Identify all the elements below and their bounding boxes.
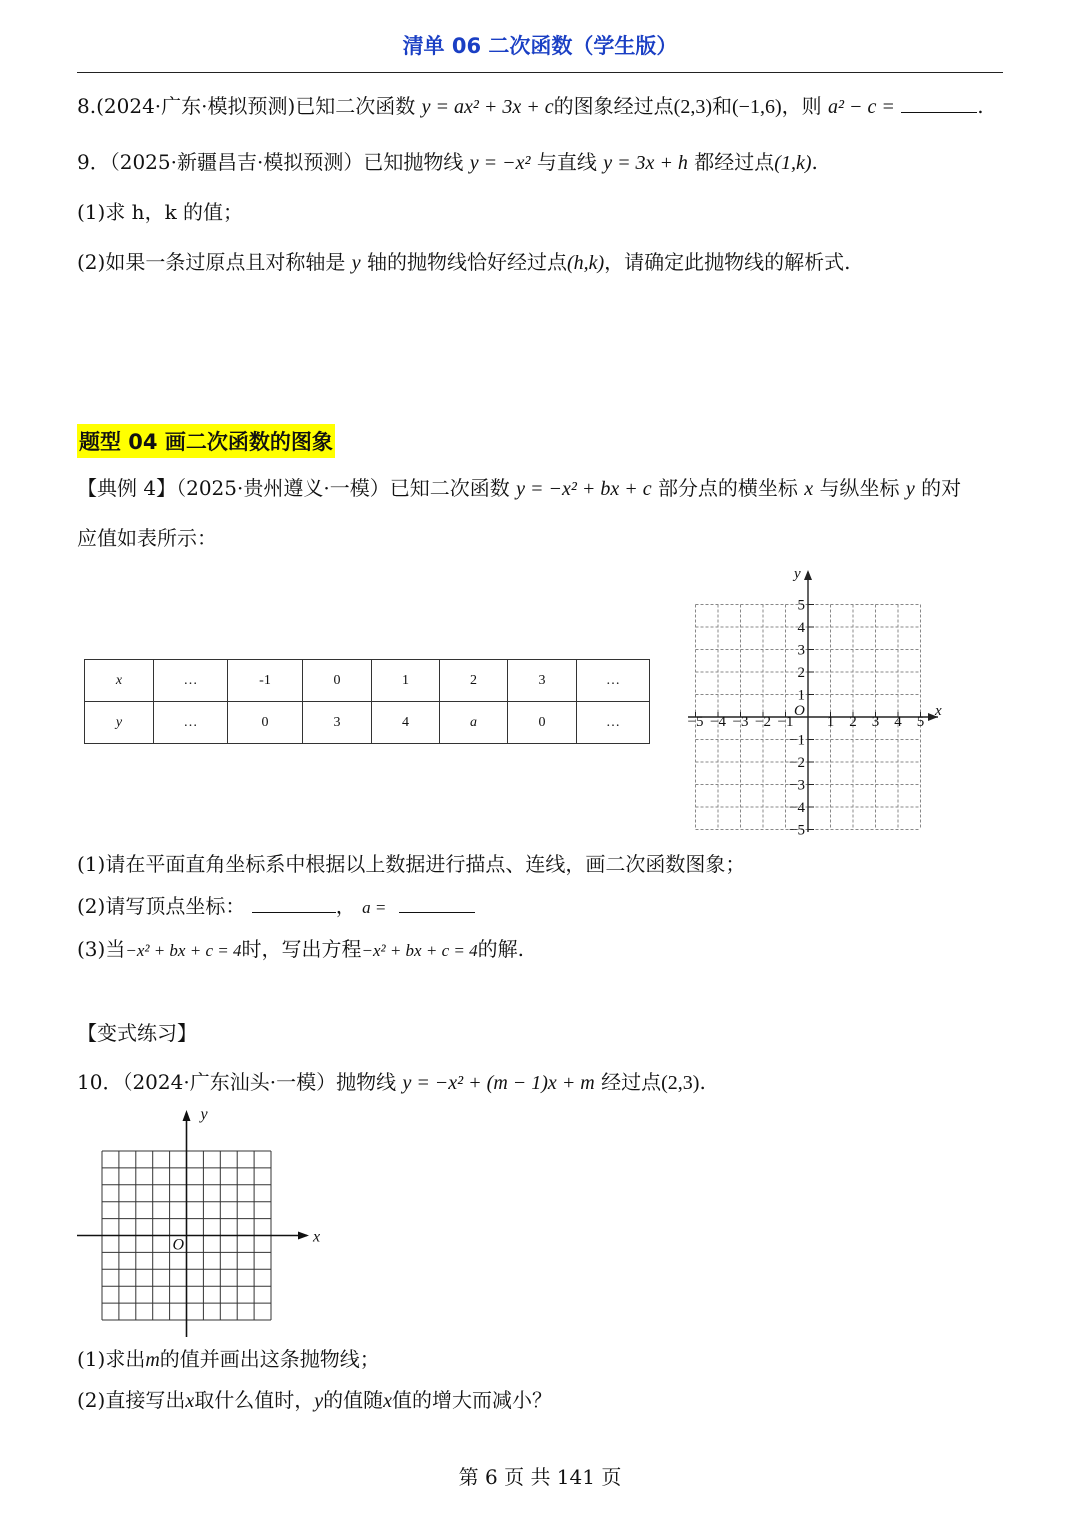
x-tick-label: −2 <box>755 714 771 730</box>
y-tick-label: −1 <box>789 732 805 749</box>
y-axis-arrow <box>804 570 812 580</box>
q10-sub2-text-b: 取什么值时， <box>194 1388 315 1412</box>
table-cell: … <box>577 660 650 702</box>
y-tick-label: −4 <box>789 800 805 816</box>
q9-text-1: 已知抛物线 <box>363 150 464 174</box>
y-tick-label: 2 <box>797 665 805 681</box>
coordinate-grid-2[interactable] <box>75 1100 335 1340</box>
q9-number: 9． <box>77 150 110 174</box>
q10-sub-1 <box>77 1345 380 1374</box>
q8-equation: y = ax² + 3x + c <box>421 96 554 118</box>
x-axis-arrow <box>298 1232 309 1240</box>
q9-sub2-text-a: (2)如果一条过原点且对称轴是 <box>77 250 346 274</box>
example-sub3-text-a: (3)当 <box>77 937 126 961</box>
example-sub2-comma: ， <box>335 894 356 918</box>
table-cell: … <box>154 660 228 702</box>
q10-end: . <box>699 1070 706 1094</box>
example-sub3-text-b: 时，写出方程 <box>241 937 362 961</box>
example-x: x <box>804 478 814 500</box>
table-cell: 1 <box>372 660 440 702</box>
example-sub3-equation: −x² + bx + c = 4 <box>125 941 242 960</box>
q9-sub2-text-b: 轴的抛物线恰好经过点 <box>366 250 567 274</box>
x-tick-label: −1 <box>777 714 794 730</box>
example-text-1: 已知二次函数 <box>389 476 510 500</box>
q9-sub-1: (1)求 h，k 的值； <box>77 200 244 224</box>
question-9 <box>77 148 818 177</box>
q9-sub2-y: y <box>351 252 361 274</box>
table-cell: … <box>154 702 228 744</box>
q10-sub1-text-a: (1)求出 <box>77 1347 146 1371</box>
x-tick-label: −3 <box>732 714 749 730</box>
axes <box>688 570 938 832</box>
table-cell: 3 <box>508 660 577 702</box>
example-sub-1: (1)请在平面直角坐标系中根据以上数据进行描点、连线，画二次函数图象； <box>77 852 746 876</box>
q10-source: （2024·广东汕头·一模） <box>122 1070 337 1094</box>
table-cell: 0 <box>508 702 577 744</box>
q8-text-3: ，则 <box>781 94 822 118</box>
axis-labels <box>688 566 942 837</box>
q9-equation-2: y = 3x + h <box>603 152 688 174</box>
y-tick-label: 1 <box>797 687 805 704</box>
example-sub2-text: (2)请写顶点坐标： <box>77 894 246 918</box>
q10-equation: y = −x² + (m − 1)x + m <box>402 1072 595 1094</box>
page-header-title: 清单 06 二次函数（学生版） <box>402 34 678 58</box>
table-cell: … <box>577 702 650 744</box>
y-tick-label: −2 <box>789 755 805 771</box>
x-tick-label: 2 <box>849 714 857 730</box>
table-cell: 0 <box>228 702 303 744</box>
q9-source: （2025·新疆昌吉·模拟预测） <box>109 150 364 174</box>
axis-labels <box>173 1106 321 1254</box>
table-cell: 0 <box>303 660 372 702</box>
example-source: （2025·贵州遵义·一模） <box>176 476 390 500</box>
table-cell: -1 <box>228 660 303 702</box>
example-sub2-a: a = <box>362 898 387 917</box>
q8-source: (2024·广东·模拟预测) <box>96 94 296 118</box>
table-cell: a <box>440 702 508 744</box>
coordinate-grid-1[interactable] <box>680 562 950 837</box>
origin-label: O <box>794 703 805 719</box>
y-axis-label: y <box>200 1106 208 1123</box>
q8-expression: a² − c = <box>827 96 895 118</box>
q9-point: (1,k) <box>774 152 812 174</box>
q8-text-2: 的图象经过点 <box>553 94 674 118</box>
y-tick-label: 5 <box>797 597 805 614</box>
q8-point-1: (2,3) <box>673 96 712 118</box>
practice-heading: 【变式练习】 <box>77 1021 197 1045</box>
q10-sub2-text-d: 值的增大而减小？ <box>392 1388 553 1412</box>
x-axis-label: x <box>313 1228 321 1246</box>
section-heading: 题型 04 画二次函数的图象 <box>77 424 335 458</box>
example-sub-2 <box>77 892 475 922</box>
q10-sub1-text-b: 的值并画出这条抛物线； <box>159 1347 380 1371</box>
x-tick-label: −4 <box>710 714 726 730</box>
q10-text-1: 抛物线 <box>336 1070 397 1094</box>
q9-text-2: 与直线 <box>536 150 597 174</box>
example-text-3: 与纵坐标 <box>819 476 900 500</box>
x-tick-label: −5 <box>687 714 704 730</box>
example-4 <box>77 474 961 503</box>
q10-sub1-m: m <box>145 1349 160 1371</box>
y-tick-label: −5 <box>789 822 805 837</box>
header-rule <box>77 72 1003 73</box>
example-sub-3 <box>77 935 524 965</box>
q8-point-2: (−1,6) <box>732 96 782 118</box>
example-text-2: 部分点的横坐标 <box>657 476 798 500</box>
q8-and: 和 <box>712 94 732 118</box>
example-sub3-equation-2: −x² + bx + c = 4 <box>361 941 478 960</box>
example-y: y <box>905 478 915 500</box>
a-answer-blank[interactable] <box>399 892 475 913</box>
q9-sub2-text-c: ，请确定此抛物线的解析式. <box>604 250 851 274</box>
table-row <box>85 660 650 702</box>
q10-sub2-x: x <box>185 1390 195 1412</box>
table-cell: x <box>85 660 154 702</box>
y-tick-label: −3 <box>789 777 805 794</box>
table-cell: 3 <box>303 702 372 744</box>
example-tag: 【典例 4】 <box>77 476 177 500</box>
y-tick-label: 3 <box>797 642 805 659</box>
table-cell: 2 <box>440 660 508 702</box>
q9-sub2-point: (h,k) <box>566 252 605 274</box>
q8-end: . <box>977 94 984 118</box>
y-axis-arrow <box>183 1110 191 1121</box>
q9-text-3: 都经过点 <box>694 150 775 174</box>
q10-sub-2 <box>77 1386 552 1415</box>
q10-text-2: 经过点 <box>601 1070 662 1094</box>
example-line-2: 应值如表所示： <box>77 526 217 550</box>
q10-sub2-y: y <box>314 1390 324 1412</box>
x-tick-label: 1 <box>826 714 835 730</box>
q8-text-1: 已知二次函数 <box>295 94 416 118</box>
page-footer: 第 6 页 共 141 页 <box>458 1465 622 1489</box>
q9-end: . <box>811 150 818 174</box>
x-tick-label: 4 <box>894 714 902 730</box>
q8-number: 8. <box>77 94 97 118</box>
value-table <box>84 659 650 744</box>
y-tick-label: 4 <box>797 620 805 636</box>
q9-sub-2 <box>77 248 851 277</box>
question-10 <box>77 1068 706 1097</box>
example-text-4: 的对 <box>921 476 962 500</box>
table-cell: y <box>85 702 154 744</box>
table-cell: 4 <box>372 702 440 744</box>
q10-sub2-text-c: 的值随 <box>323 1388 384 1412</box>
question-8 <box>77 92 984 121</box>
q10-sub2-x2: x <box>383 1390 393 1412</box>
x-tick-label: 5 <box>916 714 925 730</box>
table-row <box>85 702 650 744</box>
q8-answer-blank[interactable] <box>901 92 977 113</box>
x-axis-label: x <box>935 703 942 719</box>
q9-equation-1: y = −x² <box>469 152 531 174</box>
q10-point: (2,3) <box>661 1072 700 1094</box>
q10-number: 10． <box>77 1070 123 1094</box>
example-equation: y = −x² + bx + c <box>516 478 652 500</box>
q10-sub2-text-a: (2)直接写出 <box>77 1388 186 1412</box>
y-axis-label: y <box>794 566 801 582</box>
vertex-answer-blank[interactable] <box>252 892 336 913</box>
x-tick-label: 3 <box>871 714 880 730</box>
origin-label: O <box>172 1236 185 1254</box>
example-sub3-text-c: 的解. <box>477 937 524 961</box>
